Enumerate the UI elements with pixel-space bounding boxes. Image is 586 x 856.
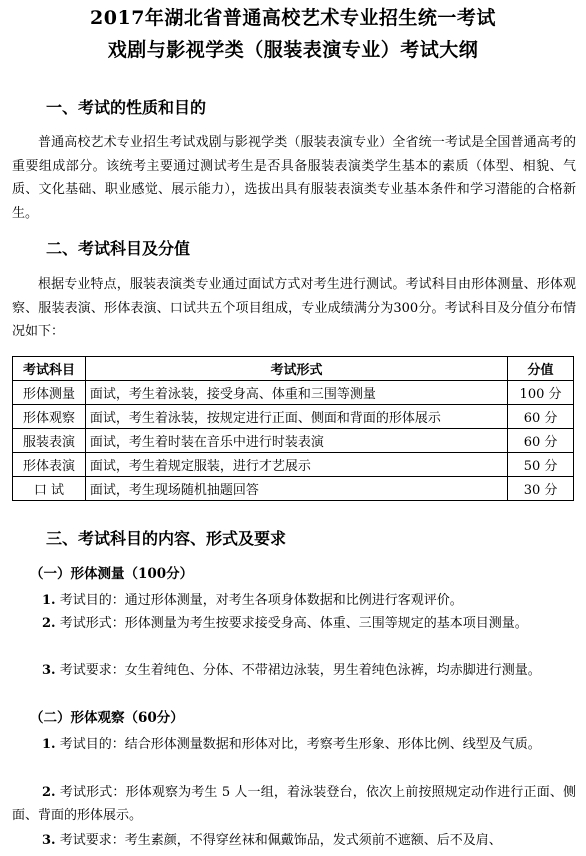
- exam-subjects-table: [12, 356, 574, 501]
- item-text: 考试形式：形体观察为考生 5 人一组，着泳装登台，依次上前按照规定动作进行正面、侧面、背面的形体展示。: [12, 785, 576, 823]
- subsection1-item-2: [12, 612, 576, 635]
- subsection1-title: （一）形体测量（100分）: [30, 566, 194, 582]
- section3-heading: 三、考试科目的内容、形式及要求: [46, 529, 287, 548]
- item-text: 考试形式：形体测量为考生按要求接受身高、体重、三围等规定的基本项目测量。: [59, 616, 528, 631]
- table-cell-form: 面试，考生着时装在音乐中进行时装表演: [85, 429, 507, 453]
- subsection2-item-1: [12, 733, 576, 756]
- table-header-row: [13, 357, 574, 381]
- item-number: 1.: [42, 593, 56, 608]
- item-number: 1.: [42, 737, 56, 752]
- table-header-score: 分值: [508, 357, 574, 381]
- table-cell-form: 面试，考生现场随机抽题回答: [85, 477, 507, 501]
- table-cell-score: 60 分: [508, 405, 574, 429]
- item-text: 考试目的：结合形体测量数据和形体对比，考察考生形象、形体比例、线型及气质。: [59, 737, 541, 752]
- item-number: 2.: [42, 785, 56, 800]
- subsection1-item-1: [12, 589, 576, 612]
- table-row: [13, 429, 574, 453]
- section1-heading: 一、考试的性质和目的: [46, 98, 207, 117]
- table-row: [13, 405, 574, 429]
- table-header-form: 考试形式: [85, 357, 507, 381]
- table-cell-score: 100 分: [508, 381, 574, 405]
- table-row: [13, 381, 574, 405]
- table-cell-subject: 服装表演: [13, 429, 86, 453]
- table-cell-form: 面试，考生着泳装，按规定进行正面、侧面和背面的形体展示: [85, 405, 507, 429]
- table-cell-score: 30 分: [508, 477, 574, 501]
- table-cell-score: 50 分: [508, 453, 574, 477]
- section2-body: 根据专业特点，服装表演类专业通过面试方式对考生进行测试。考试科目由形体测量、形体观察、服装表演、形体表演、口试共五个项目组成，专业成绩满分为300分。考试科目及分值分布情况如下：: [12, 277, 576, 339]
- item-number: 2.: [42, 616, 56, 631]
- item-text: 考试要求：考生素颜，不得穿丝袜和佩戴饰品，发式须前不遮额、后不及肩、: [59, 833, 502, 848]
- subsection2-item-2: [12, 781, 576, 827]
- table-cell-subject: 形体表演: [13, 453, 86, 477]
- subsection2-title: （二）形体观察（60分）: [30, 710, 184, 726]
- table-cell-form: 面试，考生着规定服装，进行才艺展示: [85, 453, 507, 477]
- document-title-line1: 2017年湖北省普通高校艺术专业招生统一考试: [90, 7, 496, 29]
- table-row: [13, 477, 574, 501]
- document-title-line2: 戏剧与影视学类（服装表演专业）考试大纲: [107, 39, 479, 61]
- item-text: 考试要求：女生着纯色、分体、不带裙边泳装，男生着纯色泳裤，均赤脚进行测量。: [59, 663, 541, 678]
- section1-body: 普通高校艺术专业招生考试戏剧与影视学类（服装表演专业）全省统一考试是全国普通高考的重要组成部分。该统考主要通过测试考生是否具备服装表演类学生基本的素质（体型、相貌、气质、文化基础、职业感觉、展示能力），选拔出具有服装表演类专业基本条件和学习潜能的合格新生。: [12, 135, 576, 221]
- table-cell-subject: 形体测量: [13, 381, 86, 405]
- table-cell-form: 面试，考生着泳装，接受身高、体重和三围等测量: [85, 381, 507, 405]
- subsection1-item-3: [12, 659, 576, 682]
- table-row: [13, 453, 574, 477]
- section2-heading: 二、考试科目及分值: [46, 239, 191, 258]
- table-cell-score: 60 分: [508, 429, 574, 453]
- table-header-subject: 考试科目: [13, 357, 86, 381]
- table-cell-subject: 形体观察: [13, 405, 86, 429]
- subsection2-item-3: [12, 829, 576, 852]
- table-cell-subject: 口 试: [13, 477, 86, 501]
- item-number: 3.: [42, 833, 56, 848]
- item-text: 考试目的：通过形体测量，对考生各项身体数据和比例进行客观评价。: [59, 593, 463, 608]
- item-number: 3.: [42, 663, 56, 678]
